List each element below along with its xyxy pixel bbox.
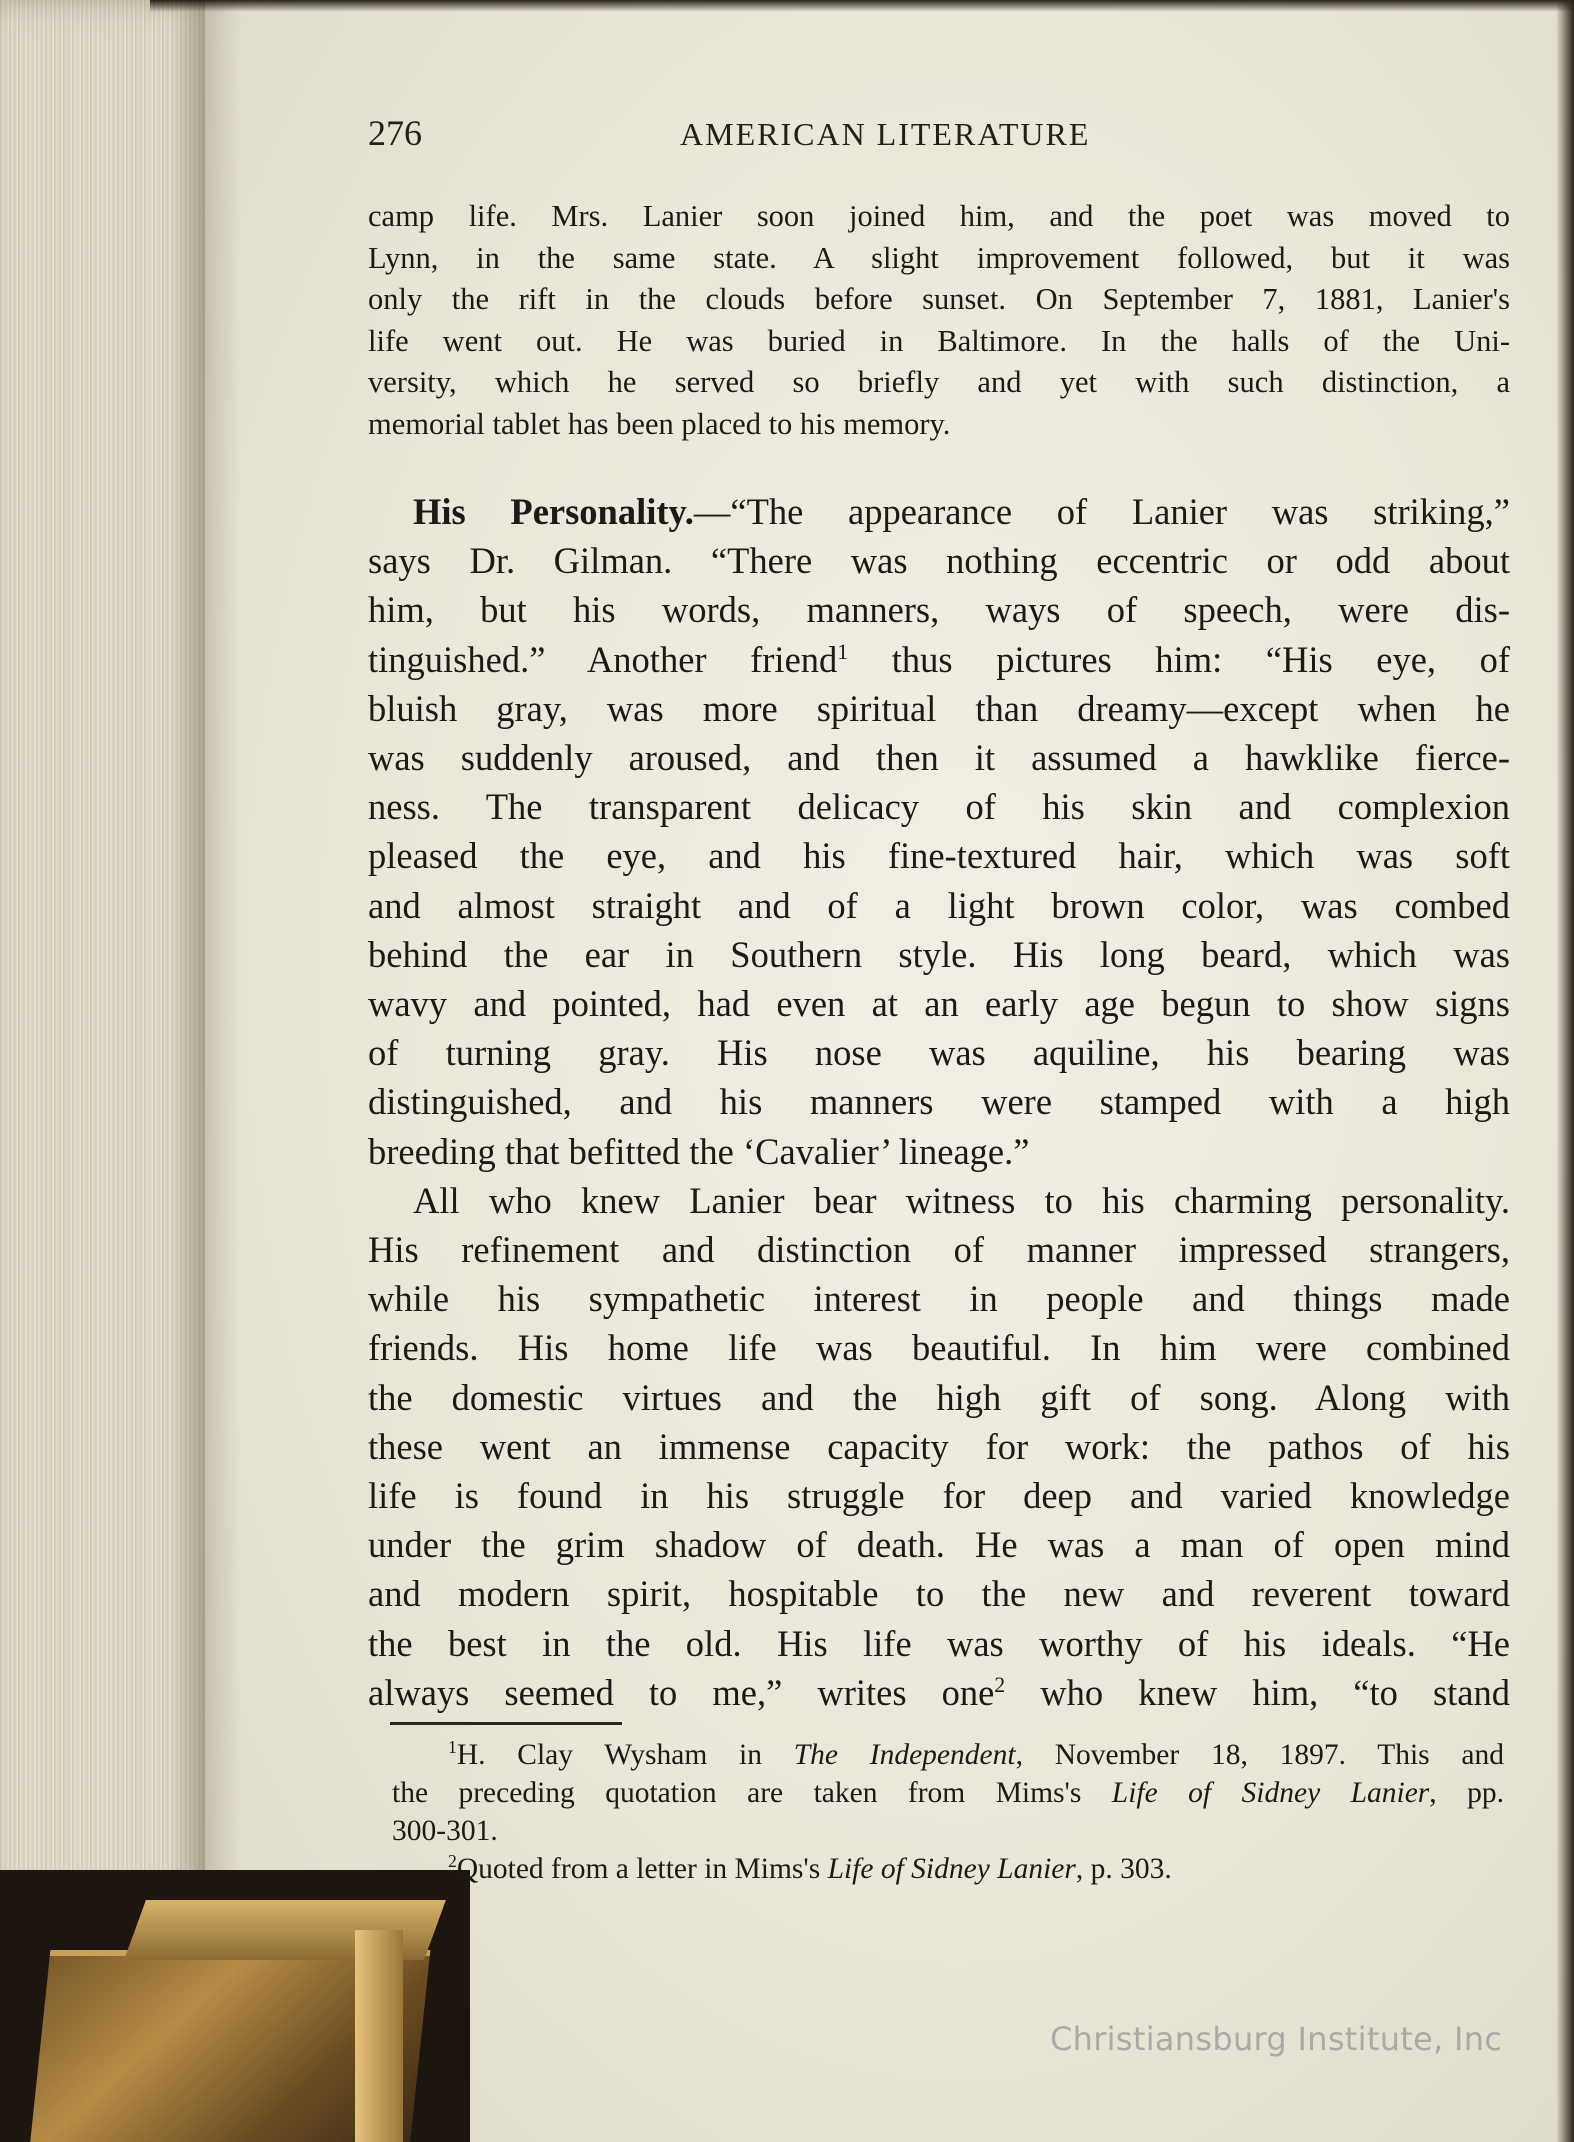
text-line: bluish gray, was more spiritual than dreamy—except when he bbox=[368, 687, 1510, 729]
footnote-rule bbox=[390, 1722, 622, 1725]
text-fragment: Quoted from a letter in Mims's bbox=[456, 1853, 828, 1885]
text-fragment: , November 18, 1897. This and bbox=[1015, 1739, 1504, 1771]
page-number: 276 bbox=[368, 113, 422, 153]
footnote-number: 1 bbox=[448, 1737, 457, 1758]
text-line: under the grim shadow of death. He was a man of open mind bbox=[368, 1524, 1510, 1566]
text-fragment: , pp. bbox=[1429, 1777, 1504, 1809]
footnote-marker: 2 bbox=[994, 1671, 1006, 1697]
right-shadow bbox=[1556, 0, 1574, 2142]
text-line: these went an immense capacity for work: the pathos of his bbox=[368, 1425, 1510, 1467]
gilt-edge-side bbox=[355, 1930, 403, 2142]
text-line: versity, which he served so briefly and yet with such distinction, a bbox=[368, 365, 1510, 399]
text-line: of turning gray. His nose was aquiline, his bearing was bbox=[368, 1032, 1510, 1074]
footnote-1-line: 300-301. bbox=[392, 1815, 498, 1847]
text-line: him, but his words, manners, ways of speech, were dis- bbox=[368, 589, 1510, 631]
footnote-1-line bbox=[392, 1774, 1504, 1812]
text-line bbox=[368, 1668, 1510, 1717]
text-line: pleased the eye, and his fine-textured hair, which was soft bbox=[368, 835, 1510, 877]
citation-title: The Independent bbox=[793, 1739, 1016, 1771]
text-line: the domestic virtues and the high gift of song. Along with bbox=[368, 1376, 1510, 1418]
text-line: memorial tablet has been placed to his memory. bbox=[368, 406, 951, 441]
text-line: breeding that befitted the ‘Cavalier’ lineage.” bbox=[368, 1130, 1030, 1172]
footnotes bbox=[392, 1736, 1504, 1888]
personality-section bbox=[368, 487, 1510, 1717]
running-head: AMERICAN LITERATURE bbox=[680, 116, 1091, 152]
text-fragment: always seemed to me,” writes one bbox=[368, 1671, 995, 1713]
text-line: His refinement and distinction of manner impressed strangers, bbox=[368, 1229, 1510, 1271]
text-line: says Dr. Gilman. “There was nothing eccentric or odd about bbox=[368, 540, 1510, 582]
text-line: behind the ear in Southern style. His long beard, which was bbox=[368, 933, 1510, 975]
footnote-2-line bbox=[392, 1850, 1504, 1888]
text-line: All who knew Lanier bear witness to his charming personality. bbox=[413, 1179, 1510, 1221]
watermark: Christiansburg Institute, Inc bbox=[1050, 2020, 1503, 2058]
section-heading: His Personality. bbox=[413, 491, 694, 532]
text-fragment: thus pictures him: “His eye, of bbox=[848, 638, 1510, 680]
text-line: camp life. Mrs. Lanier soon joined him, and the poet was moved to bbox=[368, 199, 1510, 233]
text-fragment: tinguished.” Another friend bbox=[368, 638, 838, 680]
text-line: ness. The transparent delicacy of his skin and complexion bbox=[368, 786, 1510, 828]
text-line: friends. His home life was beautiful. In him were combined bbox=[368, 1327, 1510, 1369]
text-fragment: who knew him, “to stand bbox=[1005, 1671, 1510, 1713]
text-line: and almost straight and of a light brown color, was combed bbox=[368, 884, 1510, 926]
text-line: and modern spirit, hospitable to the new and reverent toward bbox=[368, 1573, 1510, 1615]
section-first-line bbox=[368, 487, 1510, 536]
text-line: life went out. He was buried in Baltimore. In the halls of the Uni- bbox=[368, 323, 1510, 358]
text-fragment: , p. 303. bbox=[1075, 1853, 1172, 1885]
text-line: distinguished, and his manners were stamped with a high bbox=[368, 1081, 1510, 1123]
citation-title: Life of Sidney Lanier bbox=[827, 1853, 1076, 1885]
footnote-marker: 1 bbox=[837, 638, 849, 664]
gutter-shadow bbox=[170, 0, 240, 2142]
text-fragment: H. Clay Wysham in bbox=[456, 1739, 794, 1771]
text-line: was suddenly aroused, and then it assumed a hawklike fierce- bbox=[368, 737, 1510, 779]
footnote-1-line bbox=[392, 1736, 1504, 1774]
text-line: Lynn, in the same state. A slight improvement followed, but it was bbox=[368, 240, 1510, 275]
text-line: wavy and pointed, had even at an early age begun to show signs bbox=[368, 983, 1510, 1025]
text-line: only the rift in the clouds before sunset. On September 7, 1881, Lanier's bbox=[368, 282, 1510, 316]
text-line: while his sympathetic interest in people and things made bbox=[368, 1278, 1510, 1320]
citation-title: Life of Sidney Lanier bbox=[1111, 1777, 1430, 1809]
top-shadow bbox=[150, 0, 1574, 12]
text-line: the best in the old. His life was worthy of his ideals. “He bbox=[368, 1622, 1510, 1664]
text-line bbox=[368, 635, 1510, 684]
text-fragment: —“The appearance of Lanier was striking,” bbox=[693, 491, 1510, 532]
text-fragment: the preceding quotation are taken from Mims's bbox=[392, 1777, 1112, 1809]
text-line: life is found in his struggle for deep and varied knowledge bbox=[368, 1475, 1510, 1517]
intro-paragraph bbox=[368, 196, 1510, 445]
footnote-number: 2 bbox=[448, 1851, 457, 1872]
